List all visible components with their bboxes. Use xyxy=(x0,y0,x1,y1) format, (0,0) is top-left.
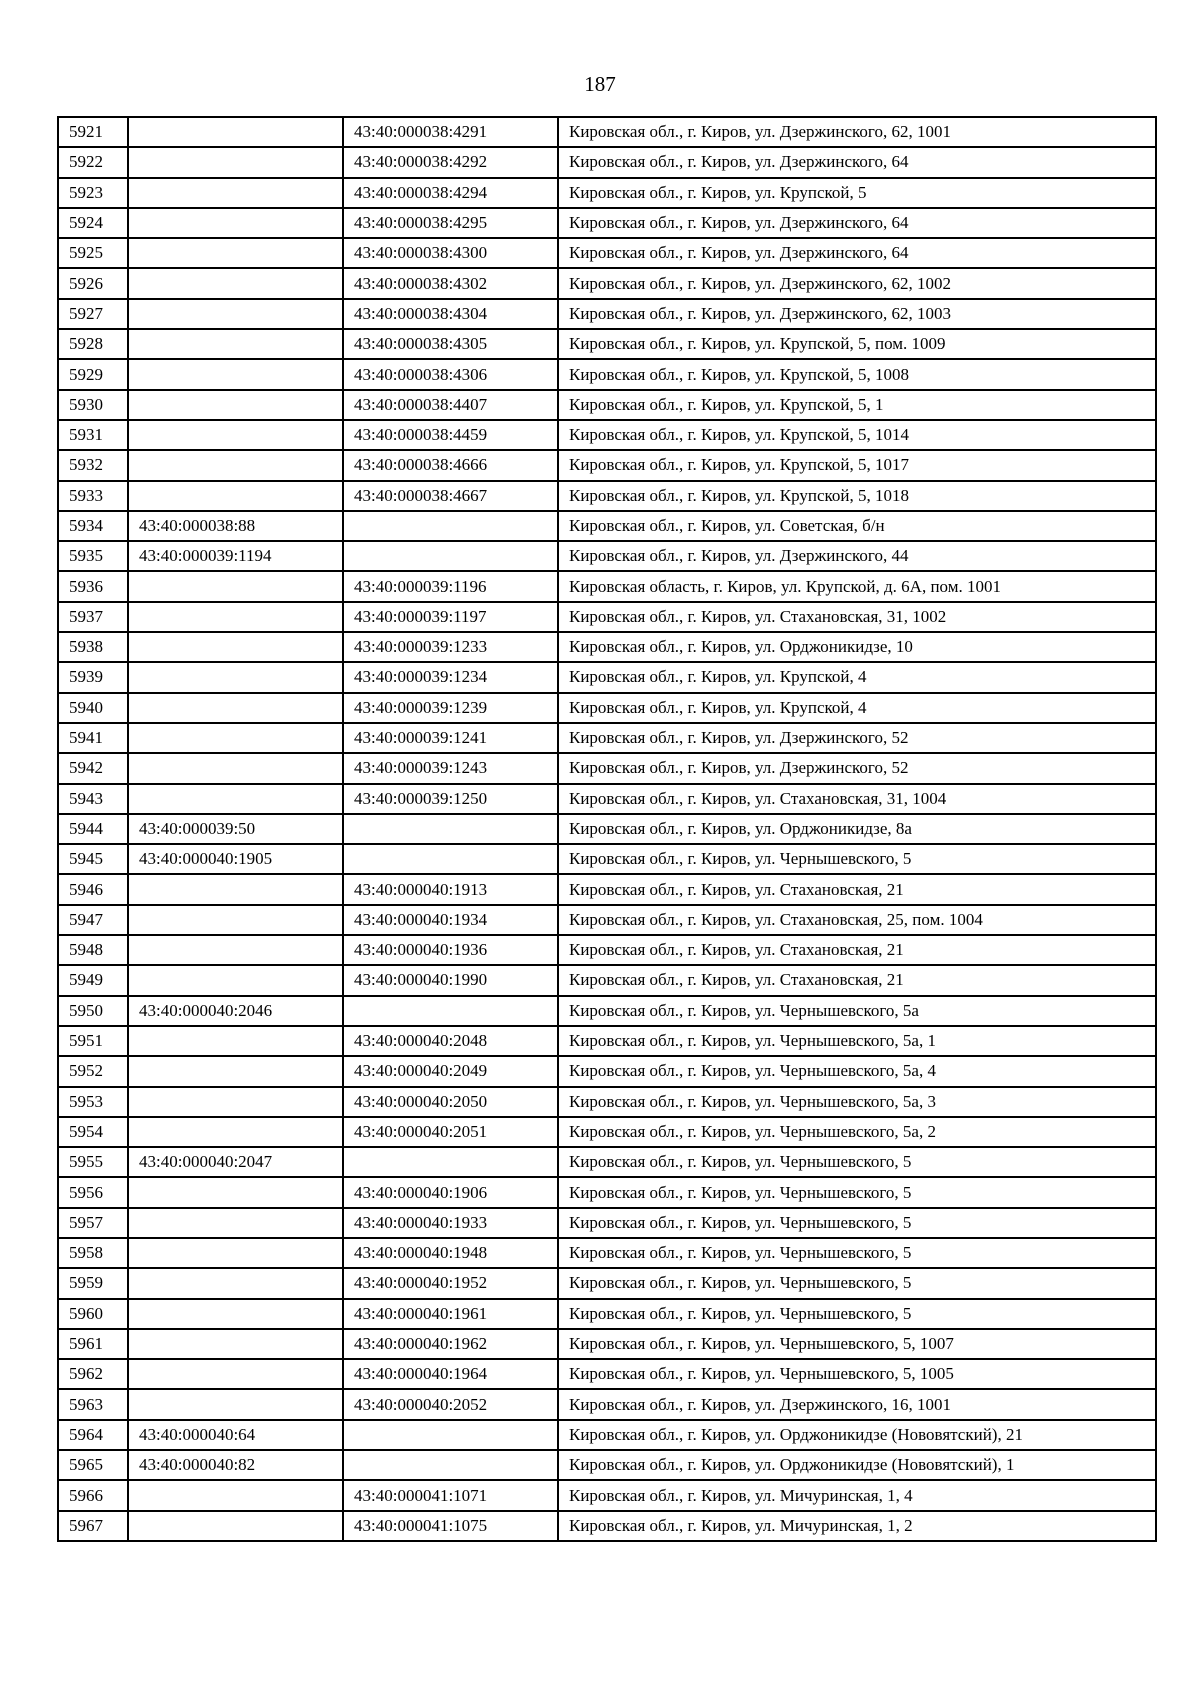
object-cadastral-number-cell: 43:40:000039:1250 xyxy=(343,784,558,814)
table-row xyxy=(58,208,1156,238)
address-cell: Кировская обл., г. Киров, ул. Крупской, 5, 1014 xyxy=(558,420,1156,450)
row-number-cell: 5941 xyxy=(58,723,128,753)
land-cadastral-number-cell: 43:40:000040:82 xyxy=(128,1450,343,1480)
object-cadastral-number-cell: 43:40:000038:4666 xyxy=(343,450,558,480)
page-number: 187 xyxy=(584,72,616,96)
object-cadastral-number-cell xyxy=(343,511,558,541)
row-number-cell: 5938 xyxy=(58,632,128,662)
land-cadastral-number-cell xyxy=(128,450,343,480)
table-row xyxy=(58,511,1156,541)
address-cell: Кировская обл., г. Киров, ул. Чернышевского, 5, 1007 xyxy=(558,1329,1156,1359)
object-cadastral-number-cell: 43:40:000039:1239 xyxy=(343,693,558,723)
land-cadastral-number-cell xyxy=(128,1087,343,1117)
table-row xyxy=(58,723,1156,753)
land-cadastral-number-cell xyxy=(128,1511,343,1541)
table-row xyxy=(58,238,1156,268)
object-cadastral-number-cell: 43:40:000039:1196 xyxy=(343,571,558,601)
land-cadastral-number-cell xyxy=(128,905,343,935)
row-number-cell: 5956 xyxy=(58,1177,128,1207)
land-cadastral-number-cell xyxy=(128,874,343,904)
row-number-cell: 5944 xyxy=(58,814,128,844)
land-cadastral-number-cell xyxy=(128,359,343,389)
table-row xyxy=(58,662,1156,692)
object-cadastral-number-cell: 43:40:000040:1952 xyxy=(343,1268,558,1298)
row-number-cell: 5955 xyxy=(58,1147,128,1177)
row-number-cell: 5965 xyxy=(58,1450,128,1480)
address-cell: Кировская обл., г. Киров, ул. Мичуринская, 1, 4 xyxy=(558,1480,1156,1510)
row-number-cell: 5924 xyxy=(58,208,128,238)
land-cadastral-number-cell xyxy=(128,965,343,995)
table-row xyxy=(58,632,1156,662)
address-cell: Кировская обл., г. Киров, ул. Дзержинского, 64 xyxy=(558,208,1156,238)
land-cadastral-number-cell xyxy=(128,723,343,753)
row-number-cell: 5953 xyxy=(58,1087,128,1117)
table-row xyxy=(58,1511,1156,1541)
registry-table xyxy=(57,116,1157,1542)
table-row xyxy=(58,571,1156,601)
row-number-cell: 5954 xyxy=(58,1117,128,1147)
land-cadastral-number-cell xyxy=(128,632,343,662)
table-row xyxy=(58,299,1156,329)
address-cell: Кировская обл., г. Киров, ул. Стахановская, 25, пом. 1004 xyxy=(558,905,1156,935)
table-row xyxy=(58,1117,1156,1147)
row-number-cell: 5935 xyxy=(58,541,128,571)
object-cadastral-number-cell: 43:40:000041:1075 xyxy=(343,1511,558,1541)
table-row xyxy=(58,359,1156,389)
table-row xyxy=(58,268,1156,298)
row-number-cell: 5939 xyxy=(58,662,128,692)
object-cadastral-number-cell: 43:40:000039:1197 xyxy=(343,602,558,632)
row-number-cell: 5964 xyxy=(58,1420,128,1450)
table-row xyxy=(58,541,1156,571)
object-cadastral-number-cell: 43:40:000040:1961 xyxy=(343,1299,558,1329)
object-cadastral-number-cell: 43:40:000038:4302 xyxy=(343,268,558,298)
object-cadastral-number-cell xyxy=(343,844,558,874)
land-cadastral-number-cell xyxy=(128,1359,343,1389)
object-cadastral-number-cell: 43:40:000039:1241 xyxy=(343,723,558,753)
table-row xyxy=(58,1268,1156,1298)
row-number-cell: 5933 xyxy=(58,481,128,511)
table-row xyxy=(58,420,1156,450)
object-cadastral-number-cell xyxy=(343,1450,558,1480)
table-row xyxy=(58,1238,1156,1268)
land-cadastral-number-cell xyxy=(128,662,343,692)
address-cell: Кировская обл., г. Киров, ул. Чернышевского, 5, 1005 xyxy=(558,1359,1156,1389)
row-number-cell: 5951 xyxy=(58,1026,128,1056)
row-number-cell: 5943 xyxy=(58,784,128,814)
row-number-cell: 5961 xyxy=(58,1329,128,1359)
land-cadastral-number-cell xyxy=(128,481,343,511)
table-row xyxy=(58,1208,1156,1238)
address-cell: Кировская обл., г. Киров, ул. Орджоникидзе, 8а xyxy=(558,814,1156,844)
address-cell: Кировская обл., г. Киров, ул. Чернышевского, 5а, 2 xyxy=(558,1117,1156,1147)
address-cell: Кировская обл., г. Киров, ул. Дзержинского, 62, 1003 xyxy=(558,299,1156,329)
table-row xyxy=(58,117,1156,147)
table-row xyxy=(58,693,1156,723)
address-cell: Кировская обл., г. Киров, ул. Крупской, 5, 1018 xyxy=(558,481,1156,511)
address-cell: Кировская обл., г. Киров, ул. Крупской, 5, пом. 1009 xyxy=(558,329,1156,359)
row-number-cell: 5921 xyxy=(58,117,128,147)
object-cadastral-number-cell: 43:40:000040:2050 xyxy=(343,1087,558,1117)
table-row xyxy=(58,1450,1156,1480)
object-cadastral-number-cell: 43:40:000040:1906 xyxy=(343,1177,558,1207)
table-row xyxy=(58,1177,1156,1207)
table-row xyxy=(58,996,1156,1026)
object-cadastral-number-cell: 43:40:000038:4304 xyxy=(343,299,558,329)
row-number-cell: 5928 xyxy=(58,329,128,359)
address-cell: Кировская обл., г. Киров, ул. Чернышевского, 5 xyxy=(558,1177,1156,1207)
object-cadastral-number-cell: 43:40:000039:1234 xyxy=(343,662,558,692)
row-number-cell: 5926 xyxy=(58,268,128,298)
address-cell: Кировская обл., г. Киров, ул. Крупской, 5 xyxy=(558,178,1156,208)
address-cell: Кировская обл., г. Киров, ул. Дзержинского, 64 xyxy=(558,238,1156,268)
land-cadastral-number-cell: 43:40:000039:1194 xyxy=(128,541,343,571)
object-cadastral-number-cell: 43:40:000040:1933 xyxy=(343,1208,558,1238)
address-cell: Кировская обл., г. Киров, ул. Дзержинского, 62, 1001 xyxy=(558,117,1156,147)
object-cadastral-number-cell: 43:40:000038:4294 xyxy=(343,178,558,208)
table-row xyxy=(58,481,1156,511)
land-cadastral-number-cell xyxy=(128,268,343,298)
object-cadastral-number-cell: 43:40:000038:4292 xyxy=(343,147,558,177)
object-cadastral-number-cell: 43:40:000040:1962 xyxy=(343,1329,558,1359)
table-row xyxy=(58,753,1156,783)
land-cadastral-number-cell xyxy=(128,1480,343,1510)
table-row xyxy=(58,1389,1156,1419)
land-cadastral-number-cell xyxy=(128,178,343,208)
object-cadastral-number-cell: 43:40:000038:4667 xyxy=(343,481,558,511)
table-row xyxy=(58,450,1156,480)
address-cell: Кировская обл., г. Киров, ул. Орджоникидзе (Нововятский), 21 xyxy=(558,1420,1156,1450)
object-cadastral-number-cell: 43:40:000038:4407 xyxy=(343,390,558,420)
object-cadastral-number-cell: 43:40:000038:4305 xyxy=(343,329,558,359)
land-cadastral-number-cell xyxy=(128,238,343,268)
row-number-cell: 5962 xyxy=(58,1359,128,1389)
address-cell: Кировская обл., г. Киров, ул. Чернышевского, 5а, 3 xyxy=(558,1087,1156,1117)
address-cell: Кировская обл., г. Киров, ул. Стахановская, 31, 1002 xyxy=(558,602,1156,632)
object-cadastral-number-cell: 43:40:000038:4459 xyxy=(343,420,558,450)
row-number-cell: 5967 xyxy=(58,1511,128,1541)
row-number-cell: 5957 xyxy=(58,1208,128,1238)
land-cadastral-number-cell xyxy=(128,208,343,238)
table-row xyxy=(58,1087,1156,1117)
address-cell: Кировская обл., г. Киров, ул. Орджоникидзе (Нововятский), 1 xyxy=(558,1450,1156,1480)
row-number-cell: 5937 xyxy=(58,602,128,632)
row-number-cell: 5960 xyxy=(58,1299,128,1329)
row-number-cell: 5958 xyxy=(58,1238,128,1268)
address-cell: Кировская обл., г. Киров, ул. Дзержинского, 52 xyxy=(558,753,1156,783)
object-cadastral-number-cell xyxy=(343,1147,558,1177)
table-row xyxy=(58,390,1156,420)
land-cadastral-number-cell xyxy=(128,390,343,420)
land-cadastral-number-cell xyxy=(128,329,343,359)
land-cadastral-number-cell xyxy=(128,1268,343,1298)
table-row xyxy=(58,178,1156,208)
address-cell: Кировская обл., г. Киров, ул. Стахановская, 21 xyxy=(558,935,1156,965)
table-row xyxy=(58,874,1156,904)
table-row xyxy=(58,329,1156,359)
object-cadastral-number-cell xyxy=(343,814,558,844)
table-row xyxy=(58,1299,1156,1329)
table-row xyxy=(58,1329,1156,1359)
object-cadastral-number-cell: 43:40:000039:1233 xyxy=(343,632,558,662)
object-cadastral-number-cell: 43:40:000040:2051 xyxy=(343,1117,558,1147)
address-cell: Кировская обл., г. Киров, ул. Крупской, 4 xyxy=(558,693,1156,723)
land-cadastral-number-cell xyxy=(128,1177,343,1207)
land-cadastral-number-cell xyxy=(128,1026,343,1056)
table-row xyxy=(58,784,1156,814)
land-cadastral-number-cell xyxy=(128,1389,343,1419)
land-cadastral-number-cell xyxy=(128,147,343,177)
address-cell: Кировская обл., г. Киров, ул. Крупской, 5, 1017 xyxy=(558,450,1156,480)
land-cadastral-number-cell: 43:40:000040:2047 xyxy=(128,1147,343,1177)
table-row xyxy=(58,844,1156,874)
land-cadastral-number-cell xyxy=(128,1299,343,1329)
land-cadastral-number-cell: 43:40:000040:1905 xyxy=(128,844,343,874)
row-number-cell: 5934 xyxy=(58,511,128,541)
land-cadastral-number-cell: 43:40:000039:50 xyxy=(128,814,343,844)
table-row xyxy=(58,814,1156,844)
row-number-cell: 5952 xyxy=(58,1056,128,1086)
address-cell: Кировская обл., г. Киров, ул. Чернышевского, 5 xyxy=(558,1147,1156,1177)
address-cell: Кировская обл., г. Киров, ул. Чернышевского, 5 xyxy=(558,844,1156,874)
row-number-cell: 5936 xyxy=(58,571,128,601)
address-cell: Кировская обл., г. Киров, ул. Крупской, 4 xyxy=(558,662,1156,692)
row-number-cell: 5945 xyxy=(58,844,128,874)
land-cadastral-number-cell: 43:40:000040:64 xyxy=(128,1420,343,1450)
row-number-cell: 5925 xyxy=(58,238,128,268)
address-cell: Кировская обл., г. Киров, ул. Стахановская, 31, 1004 xyxy=(558,784,1156,814)
address-cell: Кировская обл., г. Киров, ул. Чернышевского, 5 xyxy=(558,1208,1156,1238)
row-number-cell: 5923 xyxy=(58,178,128,208)
address-cell: Кировская обл., г. Киров, ул. Чернышевского, 5а, 4 xyxy=(558,1056,1156,1086)
object-cadastral-number-cell: 43:40:000040:1948 xyxy=(343,1238,558,1268)
land-cadastral-number-cell xyxy=(128,1329,343,1359)
address-cell: Кировская обл., г. Киров, ул. Орджоникидзе, 10 xyxy=(558,632,1156,662)
row-number-cell: 5931 xyxy=(58,420,128,450)
table-row xyxy=(58,1147,1156,1177)
object-cadastral-number-cell: 43:40:000040:1964 xyxy=(343,1359,558,1389)
land-cadastral-number-cell xyxy=(128,571,343,601)
table-row xyxy=(58,1359,1156,1389)
address-cell: Кировская обл., г. Киров, ул. Дзержинского, 64 xyxy=(558,147,1156,177)
row-number-cell: 5930 xyxy=(58,390,128,420)
address-cell: Кировская область, г. Киров, ул. Крупской, д. 6А, пом. 1001 xyxy=(558,571,1156,601)
row-number-cell: 5922 xyxy=(58,147,128,177)
row-number-cell: 5963 xyxy=(58,1389,128,1419)
object-cadastral-number-cell: 43:40:000038:4295 xyxy=(343,208,558,238)
row-number-cell: 5940 xyxy=(58,693,128,723)
object-cadastral-number-cell xyxy=(343,541,558,571)
table-row xyxy=(58,965,1156,995)
address-cell: Кировская обл., г. Киров, ул. Стахановская, 21 xyxy=(558,965,1156,995)
object-cadastral-number-cell: 43:40:000040:1990 xyxy=(343,965,558,995)
table-row xyxy=(58,147,1156,177)
object-cadastral-number-cell: 43:40:000038:4306 xyxy=(343,359,558,389)
row-number-cell: 5949 xyxy=(58,965,128,995)
object-cadastral-number-cell: 43:40:000040:1913 xyxy=(343,874,558,904)
row-number-cell: 5947 xyxy=(58,905,128,935)
address-cell: Кировская обл., г. Киров, ул. Дзержинского, 44 xyxy=(558,541,1156,571)
land-cadastral-number-cell xyxy=(128,1238,343,1268)
row-number-cell: 5932 xyxy=(58,450,128,480)
object-cadastral-number-cell: 43:40:000039:1243 xyxy=(343,753,558,783)
row-number-cell: 5929 xyxy=(58,359,128,389)
object-cadastral-number-cell xyxy=(343,996,558,1026)
address-cell: Кировская обл., г. Киров, ул. Дзержинского, 52 xyxy=(558,723,1156,753)
table-row xyxy=(58,602,1156,632)
address-cell: Кировская обл., г. Киров, ул. Чернышевского, 5 xyxy=(558,1238,1156,1268)
land-cadastral-number-cell xyxy=(128,1117,343,1147)
address-cell: Кировская обл., г. Киров, ул. Крупской, 5, 1 xyxy=(558,390,1156,420)
row-number-cell: 5942 xyxy=(58,753,128,783)
land-cadastral-number-cell xyxy=(128,935,343,965)
object-cadastral-number-cell xyxy=(343,1420,558,1450)
address-cell: Кировская обл., г. Киров, ул. Дзержинского, 16, 1001 xyxy=(558,1389,1156,1419)
address-cell: Кировская обл., г. Киров, ул. Крупской, 5, 1008 xyxy=(558,359,1156,389)
registry-table-body xyxy=(58,117,1156,1541)
row-number-cell: 5927 xyxy=(58,299,128,329)
object-cadastral-number-cell: 43:40:000038:4300 xyxy=(343,238,558,268)
land-cadastral-number-cell xyxy=(128,753,343,783)
row-number-cell: 5959 xyxy=(58,1268,128,1298)
row-number-cell: 5946 xyxy=(58,874,128,904)
row-number-cell: 5966 xyxy=(58,1480,128,1510)
table-row xyxy=(58,1420,1156,1450)
address-cell: Кировская обл., г. Киров, ул. Стахановская, 21 xyxy=(558,874,1156,904)
object-cadastral-number-cell: 43:40:000040:1934 xyxy=(343,905,558,935)
object-cadastral-number-cell: 43:40:000040:2049 xyxy=(343,1056,558,1086)
land-cadastral-number-cell xyxy=(128,693,343,723)
object-cadastral-number-cell: 43:40:000038:4291 xyxy=(343,117,558,147)
object-cadastral-number-cell: 43:40:000040:2048 xyxy=(343,1026,558,1056)
table-row xyxy=(58,935,1156,965)
address-cell: Кировская обл., г. Киров, ул. Советская, б/н xyxy=(558,511,1156,541)
object-cadastral-number-cell: 43:40:000041:1071 xyxy=(343,1480,558,1510)
table-row xyxy=(58,905,1156,935)
object-cadastral-number-cell: 43:40:000040:1936 xyxy=(343,935,558,965)
land-cadastral-number-cell xyxy=(128,1056,343,1086)
land-cadastral-number-cell: 43:40:000038:88 xyxy=(128,511,343,541)
table-row xyxy=(58,1056,1156,1086)
address-cell: Кировская обл., г. Киров, ул. Чернышевского, 5 xyxy=(558,1299,1156,1329)
land-cadastral-number-cell xyxy=(128,1208,343,1238)
land-cadastral-number-cell xyxy=(128,299,343,329)
table-row xyxy=(58,1480,1156,1510)
address-cell: Кировская обл., г. Киров, ул. Чернышевского, 5а, 1 xyxy=(558,1026,1156,1056)
address-cell: Кировская обл., г. Киров, ул. Мичуринская, 1, 2 xyxy=(558,1511,1156,1541)
address-cell: Кировская обл., г. Киров, ул. Чернышевского, 5а xyxy=(558,996,1156,1026)
object-cadastral-number-cell: 43:40:000040:2052 xyxy=(343,1389,558,1419)
land-cadastral-number-cell xyxy=(128,420,343,450)
address-cell: Кировская обл., г. Киров, ул. Дзержинского, 62, 1002 xyxy=(558,268,1156,298)
land-cadastral-number-cell: 43:40:000040:2046 xyxy=(128,996,343,1026)
land-cadastral-number-cell xyxy=(128,784,343,814)
row-number-cell: 5948 xyxy=(58,935,128,965)
land-cadastral-number-cell xyxy=(128,602,343,632)
address-cell: Кировская обл., г. Киров, ул. Чернышевского, 5 xyxy=(558,1268,1156,1298)
row-number-cell: 5950 xyxy=(58,996,128,1026)
table-row xyxy=(58,1026,1156,1056)
land-cadastral-number-cell xyxy=(128,117,343,147)
